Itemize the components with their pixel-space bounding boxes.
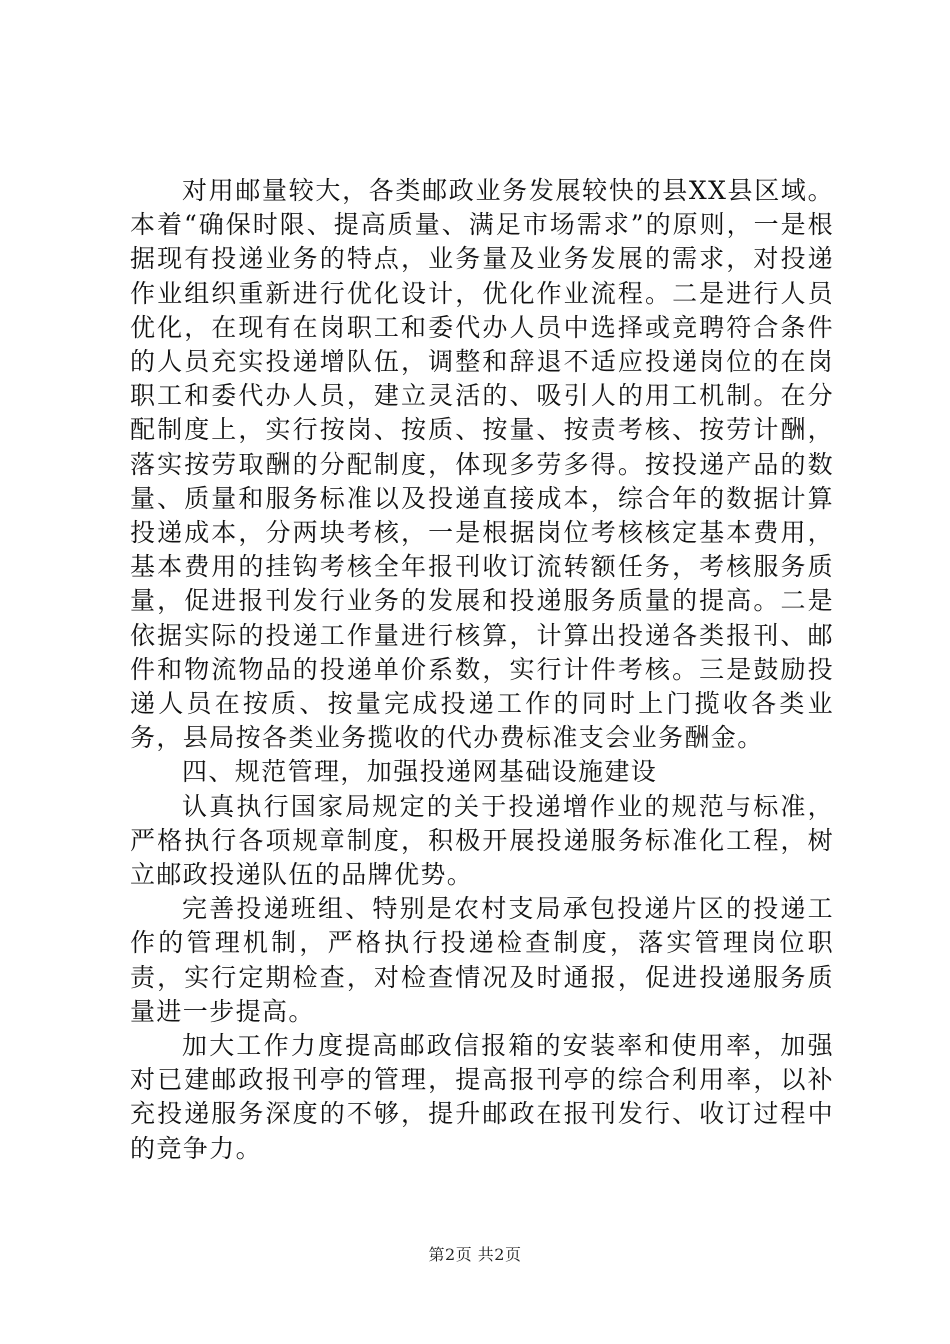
section-heading-four: 四、规范管理，加强投递网基础设施建设 — [182, 757, 658, 787]
paragraph-mailbox-kiosk: 加大工作力度提高邮政信报箱的安装率和使用率，加强对已建邮政报刊亭的管理，提高报刊亭的综合利用率，以补充投递服务深度的不够，提升邮政在报刊发行、收订过程中的竞争力。 — [130, 1031, 834, 1163]
paragraph-management-mechanism: 完善投递班组、特别是农村支局承包投递片区的投递工作的管理机制，严格执行投递检查制度，落实管理岗位职责，实行定期检查，对检查情况及时通报，促进投递服务质量进一步提高。 — [130, 894, 834, 1026]
document-body — [130, 174, 834, 1166]
paragraph-standards: 认真执行国家局规定的关于投递增作业的规范与标准，严格执行各项规章制度，积极开展投递服务标准化工程，树立邮政投递队伍的品牌优势。 — [130, 791, 834, 890]
page-number-footer: 第2页 共2页 — [428, 1245, 522, 1264]
paragraph-staffing-reform: 对用邮量较大，各类邮政业务发展较快的县XX县区域。本着“确保时限、提高质量、满足市场需求”的原则，一是根据现有投递业务的特点，业务量及业务发展的需求，对投递作业组织重新进行优化设计，优化作业流程。二是进行人员优化，在现有在岗职工和委代办人员中选择或竞聘符合条件的人员充实投递增队伍，调整和辞退不适应投递岗位的在岗职工和委代办人员，建立灵活的、吸引人的用工机制。在分配制度上，实行按岗、按质、按量、按责考核、按劳计酬，落实按劳取酬的分配制度，体现多劳多得。按投递产品的数量、质量和服务标准以及投递直接成本，综合年的数据计算投递成本，分两块考核，一是根据岗位考核核定基本费用，基本费用的挂钩考核全年报刊收订流转额任务，考核服务质量，促进报刊发行业务的发展和投递服务质量的提高。二是依据实际的投递工作量进行核算，计算出投递各类报刊、邮件和物流物品的投递单价系数，实行计件考核。三是鼓励投递人员在按质、按量完成投递工作的同时上门揽收各类业务，县局按各类业务揽收的代办费标准支会业务酬金。 — [130, 176, 834, 753]
